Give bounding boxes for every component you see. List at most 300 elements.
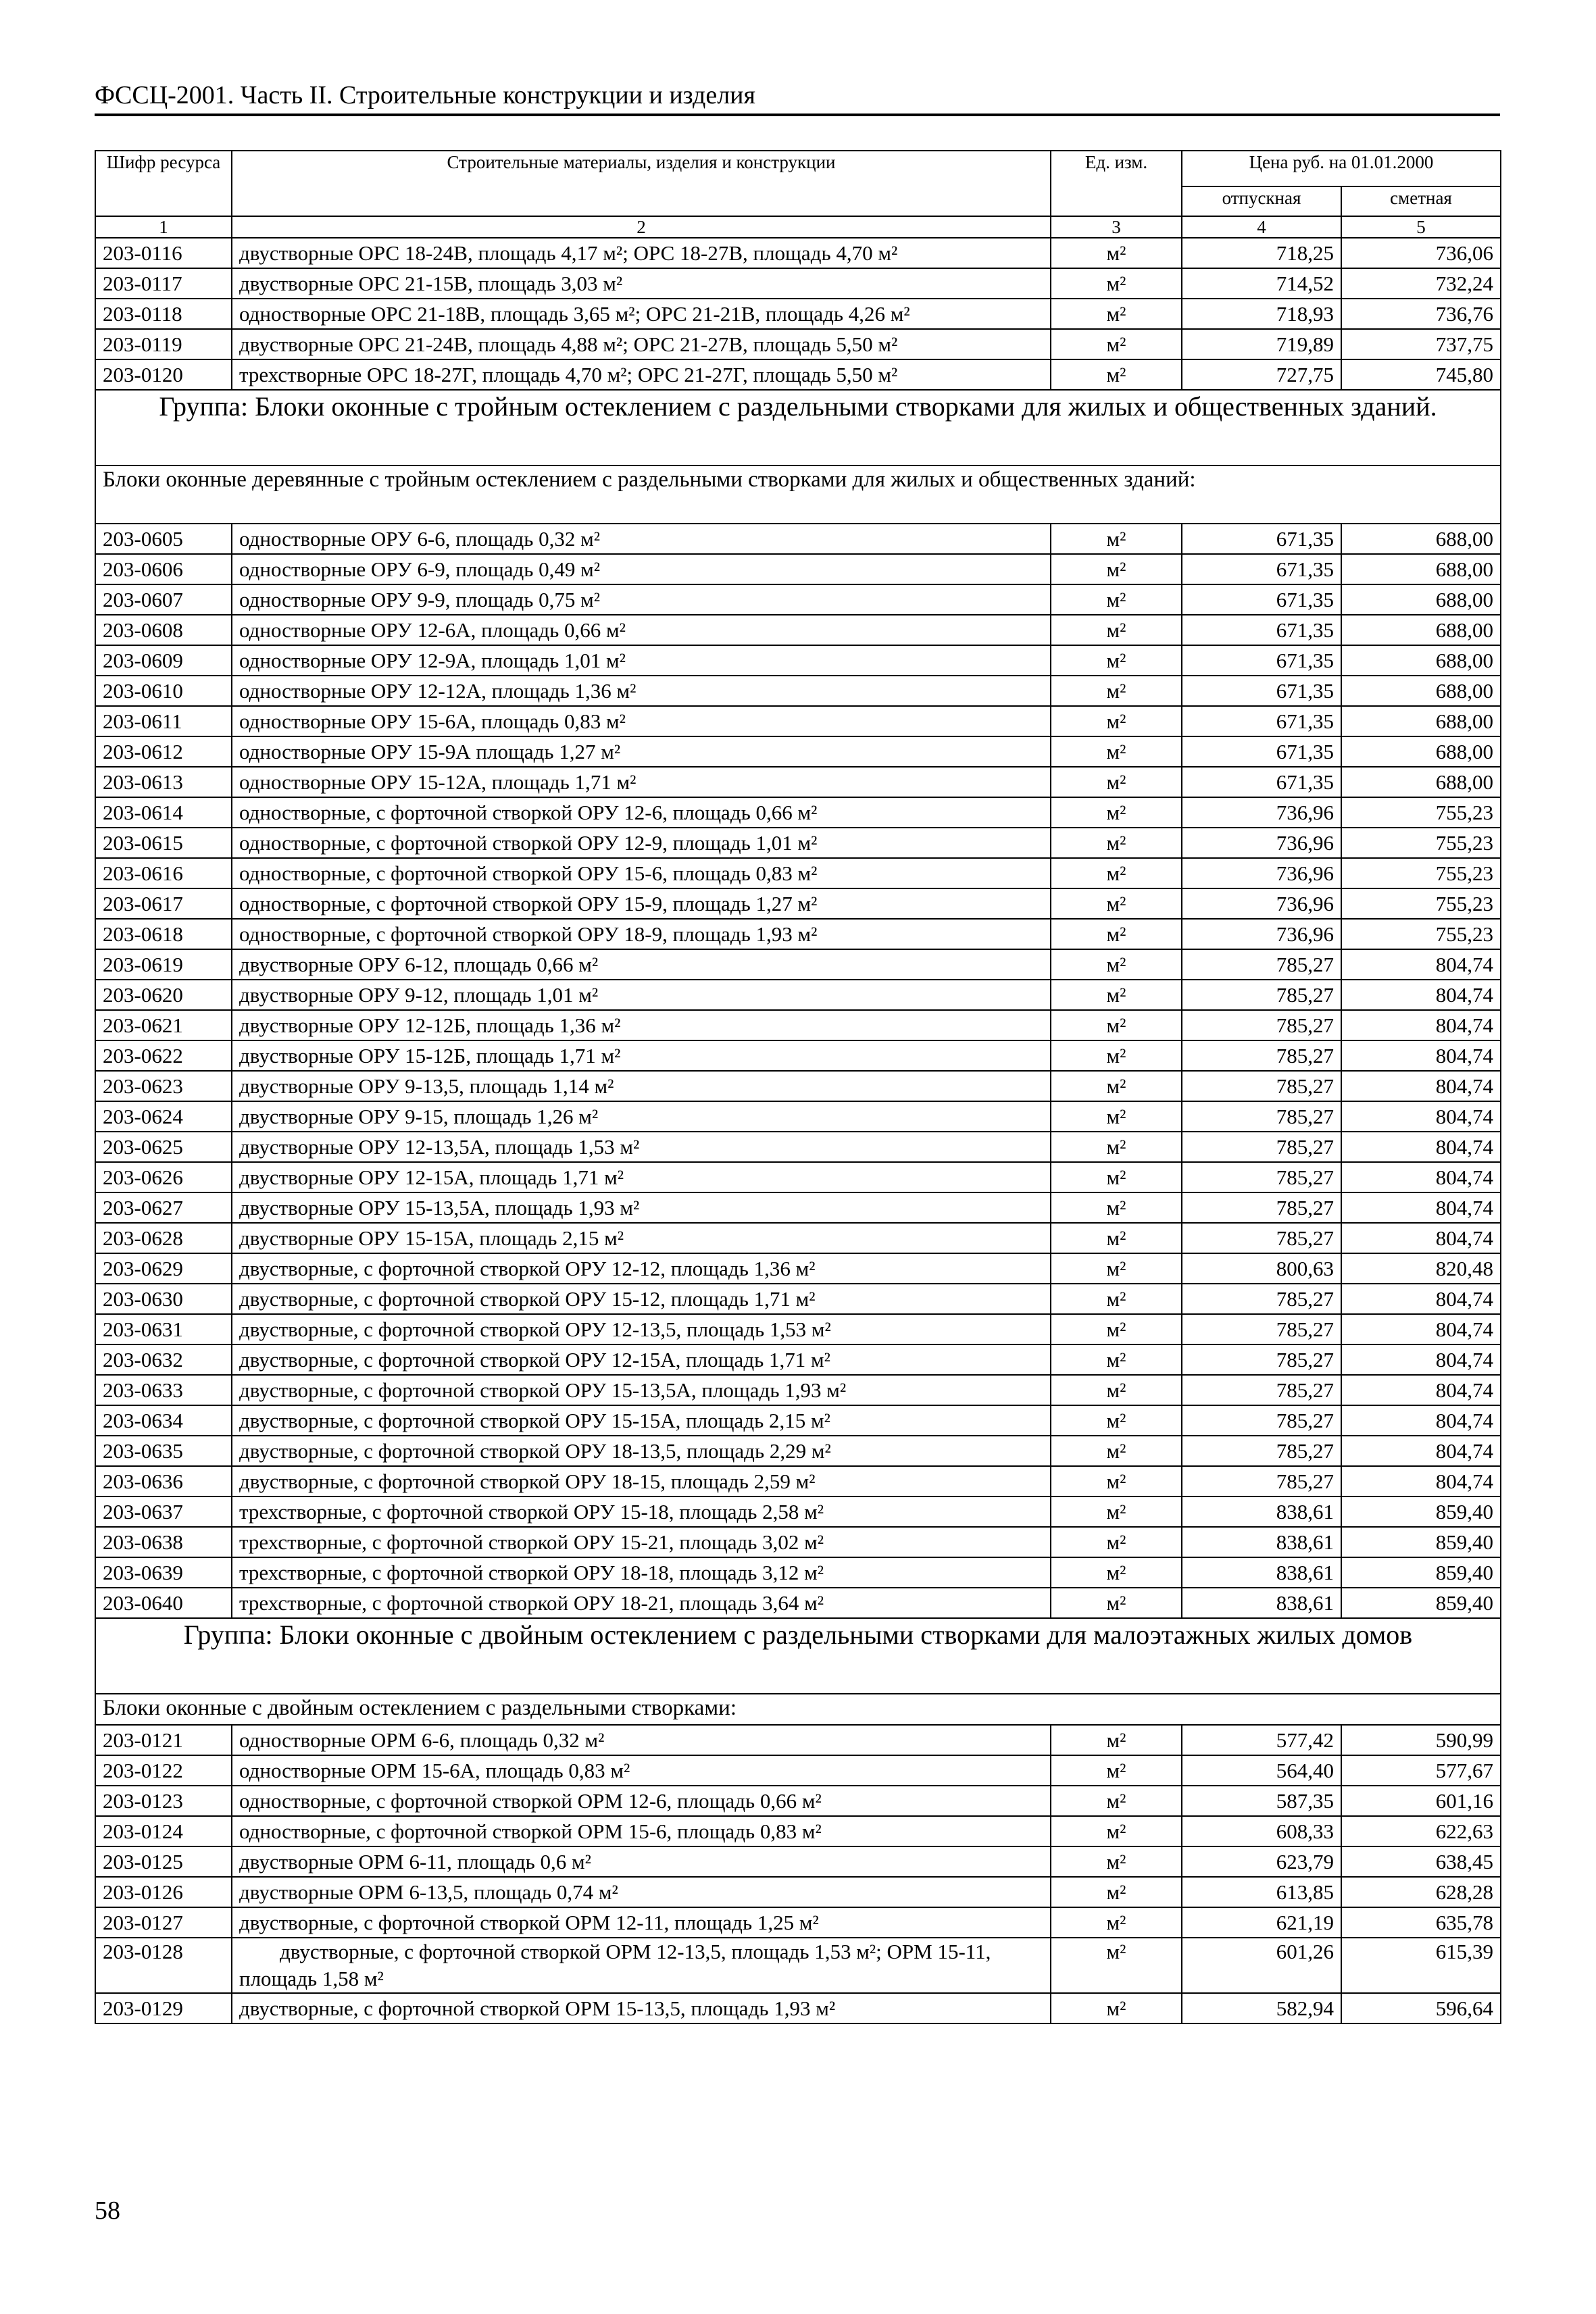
estimate-price-cell: 804,74	[1341, 980, 1501, 1010]
resource-code-cell: 203-0606	[95, 554, 232, 584]
release-price-cell: 613,85	[1182, 1877, 1341, 1907]
release-price-cell: 736,96	[1182, 919, 1341, 949]
estimate-price-cell: 688,00	[1341, 736, 1501, 767]
unit-cell: м²	[1051, 888, 1182, 919]
table-row	[95, 736, 1501, 767]
estimate-price-cell: 755,23	[1341, 888, 1501, 919]
column-index: 4	[1182, 216, 1341, 238]
material-name-cell: двустворные, с форточной створкой ОРМ 12-13,5, площадь 1,53 м²; ОРМ 15-11, площадь 1,58 м²	[232, 1938, 1051, 1993]
estimate-price-cell: 804,74	[1341, 1040, 1501, 1071]
resource-code-cell: 203-0123	[95, 1786, 232, 1816]
release-price-cell: 785,27	[1182, 1375, 1341, 1405]
release-price-cell: 785,27	[1182, 1314, 1341, 1344]
resource-code-cell: 203-0621	[95, 1010, 232, 1040]
estimate-price-cell: 737,75	[1341, 329, 1501, 359]
unit-cell: м²	[1051, 584, 1182, 615]
material-name-cell: двустворные ОРУ 9-12, площадь 1,01 м²	[232, 980, 1051, 1010]
material-name-cell: трехстворные, с форточной створкой ОРУ 15-21, площадь 3,02 м²	[232, 1527, 1051, 1557]
material-name-cell: двустворные ОРУ 15-15А, площадь 2,15 м²	[232, 1223, 1051, 1253]
unit-cell: м²	[1051, 1755, 1182, 1786]
material-name-cell: одностворные ОРУ 6-6, площадь 0,32 м²	[232, 524, 1051, 554]
material-name-cell: двустворные ОРМ 6-13,5, площадь 0,74 м²	[232, 1877, 1051, 1907]
table-row	[95, 888, 1501, 919]
table-row	[95, 524, 1501, 554]
table-row	[95, 949, 1501, 980]
estimate-price-cell: 804,74	[1341, 1375, 1501, 1405]
resource-code-cell: 203-0117	[95, 268, 232, 299]
table-row	[95, 1344, 1501, 1375]
material-name-cell: одностворные, с форточной створкой ОРМ 15-6, площадь 0,83 м²	[232, 1816, 1051, 1846]
release-price-cell: 601,26	[1182, 1938, 1341, 1993]
resource-code-cell: 203-0631	[95, 1314, 232, 1344]
column-index: 3	[1051, 216, 1182, 238]
material-name-cell: трехстворные, с форточной створкой ОРУ 18-21, площадь 3,64 м²	[232, 1588, 1051, 1618]
estimate-price-cell: 804,74	[1341, 1162, 1501, 1192]
group-title-row	[95, 1618, 1501, 1694]
release-price-cell: 785,27	[1182, 1010, 1341, 1040]
material-name-cell: двустворные ОРУ 9-13,5, площадь 1,14 м²	[232, 1071, 1051, 1101]
estimate-price-cell: 804,74	[1341, 1101, 1501, 1132]
material-name-cell: одностворные ОРУ 12-6А, площадь 0,66 м²	[232, 615, 1051, 645]
release-price-cell: 671,35	[1182, 584, 1341, 615]
unit-cell: м²	[1051, 615, 1182, 645]
estimate-price-cell: 688,00	[1341, 767, 1501, 797]
resource-code-cell: 203-0126	[95, 1877, 232, 1907]
resource-code-cell: 203-0116	[95, 238, 232, 268]
col-release-header: отпускная	[1182, 186, 1341, 216]
resource-code-cell: 203-0630	[95, 1284, 232, 1314]
estimate-price-cell: 804,74	[1341, 1132, 1501, 1162]
material-name-cell: одностворные ОРМ 15-6А, площадь 0,83 м²	[232, 1755, 1051, 1786]
table-row	[95, 1284, 1501, 1314]
material-name-cell: двустворные ОРУ 12-12Б, площадь 1,36 м²	[232, 1010, 1051, 1040]
table-row	[95, 1496, 1501, 1527]
unit-cell: м²	[1051, 1192, 1182, 1223]
estimate-price-cell: 732,24	[1341, 268, 1501, 299]
estimate-price-cell: 688,00	[1341, 706, 1501, 736]
column-index: 5	[1341, 216, 1501, 238]
release-price-cell: 785,27	[1182, 1132, 1341, 1162]
material-name-cell: двустворные ОРУ 15-13,5А, площадь 1,93 м²	[232, 1192, 1051, 1223]
unit-cell: м²	[1051, 1101, 1182, 1132]
material-name-cell: двустворные ОРУ 9-15, площадь 1,26 м²	[232, 1101, 1051, 1132]
unit-cell: м²	[1051, 1557, 1182, 1588]
table-row	[95, 1192, 1501, 1223]
table-row	[95, 1314, 1501, 1344]
estimate-price-cell: 804,74	[1341, 1314, 1501, 1344]
material-name-cell: двустворные, с форточной створкой ОРУ 12-13,5, площадь 1,53 м²	[232, 1314, 1051, 1344]
resource-code-cell: 203-0632	[95, 1344, 232, 1375]
resource-code-cell: 203-0624	[95, 1101, 232, 1132]
resource-code-cell: 203-0611	[95, 706, 232, 736]
estimate-price-cell: 804,74	[1341, 949, 1501, 980]
estimate-price-cell: 804,74	[1341, 1010, 1501, 1040]
resource-code-cell: 203-0627	[95, 1192, 232, 1223]
material-name-cell: одностворные ОРУ 12-12А, площадь 1,36 м²	[232, 676, 1051, 706]
unit-cell: м²	[1051, 1223, 1182, 1253]
resource-code-cell: 203-0118	[95, 299, 232, 329]
release-price-cell: 587,35	[1182, 1786, 1341, 1816]
material-name-cell: двустворные ОРУ 15-12Б, площадь 1,71 м²	[232, 1040, 1051, 1071]
unit-cell: м²	[1051, 1588, 1182, 1618]
material-name-cell: одностворные ОРМ 6-6, площадь 0,32 м²	[232, 1725, 1051, 1755]
table-row	[95, 1132, 1501, 1162]
table-row	[95, 329, 1501, 359]
release-price-cell: 838,61	[1182, 1588, 1341, 1618]
release-price-cell: 671,35	[1182, 524, 1341, 554]
release-price-cell: 785,27	[1182, 1405, 1341, 1436]
release-price-cell: 736,96	[1182, 797, 1341, 828]
unit-cell: м²	[1051, 1132, 1182, 1162]
unit-cell: м²	[1051, 1938, 1182, 1993]
page-number: 58	[95, 2196, 120, 2225]
release-price-cell: 719,89	[1182, 329, 1341, 359]
material-name-cell: двустворные ОРМ 6-11, площадь 0,6 м²	[232, 1846, 1051, 1877]
material-name-cell: двустворные, с форточной створкой ОРУ 15-13,5А, площадь 1,93 м²	[232, 1375, 1051, 1405]
material-name-cell: одностворные ОРС 21-18В, площадь 3,65 м²; ОРС 21-21В, площадь 4,26 м²	[232, 299, 1051, 329]
resource-code-cell: 203-0607	[95, 584, 232, 615]
resource-code-cell: 203-0622	[95, 1040, 232, 1071]
col-price-header: Цена руб. на 01.01.2000	[1182, 151, 1501, 186]
resource-code-cell: 203-0625	[95, 1132, 232, 1162]
unit-cell: м²	[1051, 524, 1182, 554]
table-row	[95, 1010, 1501, 1040]
table-row	[95, 1846, 1501, 1877]
release-price-cell: 714,52	[1182, 268, 1341, 299]
resource-code-cell: 203-0120	[95, 359, 232, 390]
unit-cell: м²	[1051, 949, 1182, 980]
material-name-cell: двустворные, с форточной створкой ОРУ 18-15, площадь 2,59 м²	[232, 1466, 1051, 1496]
resource-code-cell: 203-0609	[95, 645, 232, 676]
resource-code-cell: 203-0623	[95, 1071, 232, 1101]
release-price-cell: 785,27	[1182, 1284, 1341, 1314]
unit-cell: м²	[1051, 1284, 1182, 1314]
unit-cell: м²	[1051, 359, 1182, 390]
table-row	[95, 1755, 1501, 1786]
table-row	[95, 676, 1501, 706]
estimate-price-cell: 804,74	[1341, 1405, 1501, 1436]
release-price-cell: 838,61	[1182, 1527, 1341, 1557]
table-row	[95, 980, 1501, 1010]
table-row	[95, 1223, 1501, 1253]
unit-cell: м²	[1051, 1375, 1182, 1405]
estimate-price-cell: 859,40	[1341, 1557, 1501, 1588]
table-row	[95, 706, 1501, 736]
resource-code-cell: 203-0129	[95, 1993, 232, 2023]
unit-cell: м²	[1051, 1405, 1182, 1436]
resource-code-cell: 203-0128	[95, 1938, 232, 1993]
table-row	[95, 828, 1501, 858]
material-name-cell: двустворные, с форточной створкой ОРУ 15-15А, площадь 2,15 м²	[232, 1405, 1051, 1436]
table-row	[95, 1993, 1501, 2023]
col-estimate-header: сметная	[1341, 186, 1501, 216]
header-rule	[95, 114, 1500, 116]
unit-cell: м²	[1051, 1877, 1182, 1907]
unit-cell: м²	[1051, 797, 1182, 828]
unit-cell: м²	[1051, 1846, 1182, 1877]
table-body	[95, 238, 1501, 2023]
resource-code-cell: 203-0613	[95, 767, 232, 797]
table-row	[95, 1101, 1501, 1132]
group-title: Группа: Блоки оконные с тройным остеклением с раздельными створками для жилых и общественных зданий.	[95, 390, 1501, 466]
unit-cell: м²	[1051, 1162, 1182, 1192]
unit-cell: м²	[1051, 736, 1182, 767]
unit-cell: м²	[1051, 767, 1182, 797]
resource-code-cell: 203-0127	[95, 1907, 232, 1938]
estimate-price-cell: 577,67	[1341, 1755, 1501, 1786]
release-price-cell: 718,25	[1182, 238, 1341, 268]
release-price-cell: 727,75	[1182, 359, 1341, 390]
col-code-header: Шифр ресурса	[95, 151, 232, 216]
table-row	[95, 1375, 1501, 1405]
estimate-price-cell: 688,00	[1341, 676, 1501, 706]
release-price-cell: 785,27	[1182, 1344, 1341, 1375]
unit-cell: м²	[1051, 1040, 1182, 1071]
table-row	[95, 1588, 1501, 1618]
release-price-cell: 623,79	[1182, 1846, 1341, 1877]
table-row	[95, 238, 1501, 268]
table-row	[95, 268, 1501, 299]
table-row	[95, 767, 1501, 797]
resource-code-cell: 203-0640	[95, 1588, 232, 1618]
table-row	[95, 1253, 1501, 1284]
estimate-price-cell: 755,23	[1341, 858, 1501, 888]
column-index: 2	[232, 216, 1051, 238]
group-title-row	[95, 390, 1501, 466]
release-price-cell: 736,96	[1182, 888, 1341, 919]
material-name-cell: двустворные ОРУ 12-13,5А, площадь 1,53 м²	[232, 1132, 1051, 1162]
release-price-cell: 785,27	[1182, 1436, 1341, 1466]
material-name-cell: двустворные ОРУ 6-12, площадь 0,66 м²	[232, 949, 1051, 980]
resource-code-cell: 203-0608	[95, 615, 232, 645]
resource-code-cell: 203-0629	[95, 1253, 232, 1284]
resource-code-cell: 203-0620	[95, 980, 232, 1010]
release-price-cell: 736,96	[1182, 828, 1341, 858]
resource-code-cell: 203-0637	[95, 1496, 232, 1527]
estimate-price-cell: 615,39	[1341, 1938, 1501, 1993]
material-name-cell: двустворные ОРУ 12-15А, площадь 1,71 м²	[232, 1162, 1051, 1192]
material-name-cell: двустворные ОРС 21-24В, площадь 4,88 м²; ОРС 21-27В, площадь 5,50 м²	[232, 329, 1051, 359]
estimate-price-cell: 635,78	[1341, 1907, 1501, 1938]
resource-code-cell: 203-0610	[95, 676, 232, 706]
estimate-price-cell: 755,23	[1341, 797, 1501, 828]
estimate-price-cell: 804,74	[1341, 1223, 1501, 1253]
release-price-cell: 838,61	[1182, 1496, 1341, 1527]
table-row	[95, 359, 1501, 390]
unit-cell: м²	[1051, 1725, 1182, 1755]
table-row	[95, 584, 1501, 615]
release-price-cell: 785,27	[1182, 1071, 1341, 1101]
unit-cell: м²	[1051, 299, 1182, 329]
unit-cell: м²	[1051, 980, 1182, 1010]
release-price-cell: 671,35	[1182, 554, 1341, 584]
estimate-price-cell: 804,74	[1341, 1284, 1501, 1314]
estimate-price-cell: 688,00	[1341, 584, 1501, 615]
table-row	[95, 1725, 1501, 1755]
resource-code-cell: 203-0638	[95, 1527, 232, 1557]
estimate-price-cell: 804,74	[1341, 1436, 1501, 1466]
release-price-cell: 671,35	[1182, 706, 1341, 736]
unit-cell: м²	[1051, 268, 1182, 299]
material-name-cell: одностворные ОРУ 15-9А площадь 1,27 м²	[232, 736, 1051, 767]
resource-code-cell: 203-0617	[95, 888, 232, 919]
release-price-cell: 785,27	[1182, 1192, 1341, 1223]
estimate-price-cell: 804,74	[1341, 1071, 1501, 1101]
estimate-price-cell: 755,23	[1341, 919, 1501, 949]
unit-cell: м²	[1051, 1993, 1182, 2023]
resource-code-cell: 203-0124	[95, 1816, 232, 1846]
material-name-cell: одностворные ОРУ 9-9, площадь 0,75 м²	[232, 584, 1051, 615]
col-unit-header: Ед. изм.	[1051, 151, 1182, 216]
material-name-cell: двустворные, с форточной створкой ОРУ 12-12, площадь 1,36 м²	[232, 1253, 1051, 1284]
material-name-cell: двустворные, с форточной створкой ОРУ 18-13,5, площадь 2,29 м²	[232, 1436, 1051, 1466]
group-subtitle-row	[95, 1694, 1501, 1725]
unit-cell: м²	[1051, 1496, 1182, 1527]
material-name-cell: двустворные ОРС 18-24В, площадь 4,17 м²; ОРС 18-27В, площадь 4,70 м²	[232, 238, 1051, 268]
group-title: Группа: Блоки оконные с двойным остеклением с раздельными створками для малоэтажных жилых домов	[95, 1618, 1501, 1694]
resource-code-cell: 203-0634	[95, 1405, 232, 1436]
release-price-cell: 608,33	[1182, 1816, 1341, 1846]
unit-cell: м²	[1051, 1314, 1182, 1344]
table-row	[95, 1786, 1501, 1816]
estimate-price-cell: 688,00	[1341, 554, 1501, 584]
release-price-cell: 800,63	[1182, 1253, 1341, 1284]
table-row	[95, 1040, 1501, 1071]
estimate-price-cell: 859,40	[1341, 1527, 1501, 1557]
material-name-cell: одностворные, с форточной створкой ОРУ 12-6, площадь 0,66 м²	[232, 797, 1051, 828]
unit-cell: м²	[1051, 858, 1182, 888]
estimate-price-cell: 628,28	[1341, 1877, 1501, 1907]
table-row	[95, 299, 1501, 329]
release-price-cell: 577,42	[1182, 1725, 1341, 1755]
table-row	[95, 554, 1501, 584]
resource-code-cell: 203-0616	[95, 858, 232, 888]
release-price-cell: 718,93	[1182, 299, 1341, 329]
resource-code-cell: 203-0119	[95, 329, 232, 359]
unit-cell: м²	[1051, 329, 1182, 359]
table-row	[95, 919, 1501, 949]
unit-cell: м²	[1051, 919, 1182, 949]
unit-cell: м²	[1051, 1071, 1182, 1101]
table-row	[95, 615, 1501, 645]
estimate-price-cell: 622,63	[1341, 1816, 1501, 1846]
estimate-price-cell: 804,74	[1341, 1192, 1501, 1223]
group-subtitle: Блоки оконные деревянные с тройным остеклением с раздельными створками для жилых и общественных зданий:	[95, 466, 1501, 524]
estimate-price-cell: 688,00	[1341, 615, 1501, 645]
unit-cell: м²	[1051, 1436, 1182, 1466]
unit-cell: м²	[1051, 1466, 1182, 1496]
table-row	[95, 1436, 1501, 1466]
resource-code-cell: 203-0121	[95, 1725, 232, 1755]
unit-cell: м²	[1051, 1527, 1182, 1557]
release-price-cell: 785,27	[1182, 1466, 1341, 1496]
estimate-price-cell: 736,76	[1341, 299, 1501, 329]
table-row	[95, 1557, 1501, 1588]
resource-code-cell: 203-0639	[95, 1557, 232, 1588]
release-price-cell: 785,27	[1182, 1040, 1341, 1071]
release-price-cell: 671,35	[1182, 645, 1341, 676]
material-name-cell: трехстворные, с форточной створкой ОРУ 15-18, площадь 2,58 м²	[232, 1496, 1051, 1527]
estimate-price-cell: 745,80	[1341, 359, 1501, 390]
release-price-cell: 582,94	[1182, 1993, 1341, 2023]
resource-code-cell: 203-0619	[95, 949, 232, 980]
resource-code-cell: 203-0633	[95, 1375, 232, 1405]
col-name-header: Строительные материалы, изделия и конструкции	[232, 151, 1051, 216]
material-name-cell: одностворные, с форточной створкой ОРУ 15-9, площадь 1,27 м²	[232, 888, 1051, 919]
estimate-price-cell: 638,45	[1341, 1846, 1501, 1877]
material-name-cell: трехстворные ОРС 18-27Г, площадь 4,70 м²; ОРС 21-27Г, площадь 5,50 м²	[232, 359, 1051, 390]
material-name-cell: одностворные, с форточной створкой ОРУ 12-9, площадь 1,01 м²	[232, 828, 1051, 858]
release-price-cell: 785,27	[1182, 1162, 1341, 1192]
estimate-price-cell: 859,40	[1341, 1496, 1501, 1527]
unit-cell: м²	[1051, 1907, 1182, 1938]
resource-code-cell: 203-0125	[95, 1846, 232, 1877]
unit-cell: м²	[1051, 1344, 1182, 1375]
unit-cell: м²	[1051, 676, 1182, 706]
material-name-cell: одностворные ОРУ 12-9А, площадь 1,01 м²	[232, 645, 1051, 676]
release-price-cell: 671,35	[1182, 767, 1341, 797]
release-price-cell: 736,96	[1182, 858, 1341, 888]
estimate-price-cell: 820,48	[1341, 1253, 1501, 1284]
table-row	[95, 797, 1501, 828]
column-index: 1	[95, 216, 232, 238]
resource-code-cell: 203-0614	[95, 797, 232, 828]
release-price-cell: 671,35	[1182, 736, 1341, 767]
table-row	[95, 1938, 1501, 1993]
material-name-cell: одностворные ОРУ 15-12А, площадь 1,71 м²	[232, 767, 1051, 797]
estimate-price-cell: 736,06	[1341, 238, 1501, 268]
release-price-cell: 671,35	[1182, 676, 1341, 706]
estimate-price-cell: 688,00	[1341, 524, 1501, 554]
release-price-cell: 785,27	[1182, 980, 1341, 1010]
release-price-cell: 621,19	[1182, 1907, 1341, 1938]
resource-code-cell: 203-0626	[95, 1162, 232, 1192]
table-row	[95, 645, 1501, 676]
table-row	[95, 1816, 1501, 1846]
release-price-cell: 785,27	[1182, 1101, 1341, 1132]
material-name-cell: трехстворные, с форточной створкой ОРУ 18-18, площадь 3,12 м²	[232, 1557, 1051, 1588]
material-name-cell: одностворные ОРУ 6-9, площадь 0,49 м²	[232, 554, 1051, 584]
estimate-price-cell: 688,00	[1341, 645, 1501, 676]
resource-code-cell: 203-0628	[95, 1223, 232, 1253]
unit-cell: м²	[1051, 706, 1182, 736]
release-price-cell: 785,27	[1182, 1223, 1341, 1253]
material-name-cell: одностворные, с форточной створкой ОРУ 15-6, площадь 0,83 м²	[232, 858, 1051, 888]
material-name-cell: двустворные, с форточной створкой ОРУ 15-12, площадь 1,71 м²	[232, 1284, 1051, 1314]
unit-cell: м²	[1051, 645, 1182, 676]
release-price-cell: 671,35	[1182, 615, 1341, 645]
unit-cell: м²	[1051, 1786, 1182, 1816]
material-name-cell: одностворные ОРУ 15-6А, площадь 0,83 м²	[232, 706, 1051, 736]
group-subtitle-row	[95, 466, 1501, 524]
material-name-cell: двустворные, с форточной створкой ОРМ 12-11, площадь 1,25 м²	[232, 1907, 1051, 1938]
estimate-price-cell: 596,64	[1341, 1993, 1501, 2023]
running-header: ФССЦ-2001. Часть II. Строительные конструкции и изделия	[95, 81, 755, 109]
estimate-price-cell: 859,40	[1341, 1588, 1501, 1618]
table-row	[95, 858, 1501, 888]
material-name-cell: двустворные ОРС 21-15В, площадь 3,03 м²	[232, 268, 1051, 299]
resource-code-cell: 203-0615	[95, 828, 232, 858]
release-price-cell: 785,27	[1182, 949, 1341, 980]
resource-code-cell: 203-0612	[95, 736, 232, 767]
release-price-cell: 564,40	[1182, 1755, 1341, 1786]
estimate-price-cell: 590,99	[1341, 1725, 1501, 1755]
material-name-cell: одностворные, с форточной створкой ОРУ 18-9, площадь 1,93 м²	[232, 919, 1051, 949]
estimate-price-cell: 601,16	[1341, 1786, 1501, 1816]
unit-cell: м²	[1051, 238, 1182, 268]
table-row	[95, 1466, 1501, 1496]
table-row	[95, 1877, 1501, 1907]
